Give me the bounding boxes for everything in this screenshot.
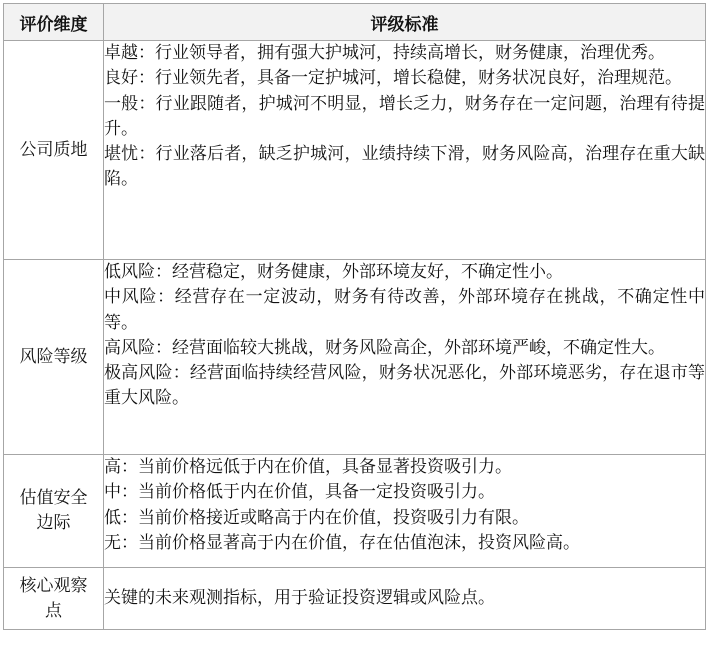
standard-cell-core <box>104 568 706 630</box>
dimension-label-line: 估值安全 <box>19 488 88 508</box>
standard-cell-quality <box>104 41 706 260</box>
dimension-cell-core <box>4 568 104 630</box>
dimension-label-line: 核心观察 <box>19 575 88 596</box>
standard-item: 中风险：经营存在一定波动，财务有待改善，外部环境存在挑战，不确定性中等。 <box>104 287 705 333</box>
table-row <box>4 455 706 568</box>
standard-item: 中：当前价格低于内在价值，具备一定投资吸引力。 <box>104 482 495 503</box>
header-dimension: 评价维度 <box>4 4 104 41</box>
standard-item: 良好：行业领先者，具备一定护城河，增长稳健，财务状况良好，治理规范。 <box>104 68 682 89</box>
dimension-cell-valuation <box>4 455 104 568</box>
standard-item: 极高风险：经营面临持续经营风险，财务状况恶化，外部环境恶劣，存在退市等重大风险。 <box>104 363 705 409</box>
rating-criteria-table <box>3 3 706 630</box>
standard-item: 堪忧：行业落后者，缺乏护城河，业绩持续下滑，财务风险高，治理存在重大缺陷。 <box>104 144 705 190</box>
standard-item: 低：当前价格接近或略高于内在价值，投资吸引力有限。 <box>104 507 529 528</box>
standard-cell-valuation <box>104 455 706 568</box>
standard-item: 高风险：经营面临较大挑战，财务风险高企，外部环境严峻，不确定性大。 <box>104 337 665 358</box>
table-header-row <box>4 4 706 41</box>
header-standard: 评级标准 <box>104 4 706 41</box>
dimension-label: 风险等级 <box>19 346 88 367</box>
standard-item: 卓越：行业领导者，拥有强大护城河，持续高增长，财务健康，治理优秀。 <box>104 43 665 63</box>
standard-item: 无：当前价格显著高于内在价值，存在估值泡沫，投资风险高。 <box>104 532 580 553</box>
standard-item: 高：当前价格远低于内在价值，具备显著投资吸引力。 <box>104 457 512 477</box>
dimension-cell-quality <box>4 41 104 260</box>
table-row <box>4 260 706 455</box>
dimension-label: 公司质地 <box>19 139 88 160</box>
standard-item: 低风险：经营稳定，财务健康，外部环境友好，不确定性小。 <box>104 262 563 282</box>
table-row <box>4 41 706 260</box>
standard-item: 一般：行业跟随者，护城河不明显，增长乏力，财务存在一定问题，治理有待提升。 <box>104 93 705 139</box>
dimension-cell-risk <box>4 260 104 455</box>
standard-item: 关键的未来观测指标，用于验证投资逻辑或风险点。 <box>104 587 495 608</box>
standard-cell-risk <box>104 260 706 455</box>
dimension-label-line: 边际 <box>36 513 71 533</box>
dimension-label-line: 点 <box>45 600 62 621</box>
table-row <box>4 568 706 630</box>
